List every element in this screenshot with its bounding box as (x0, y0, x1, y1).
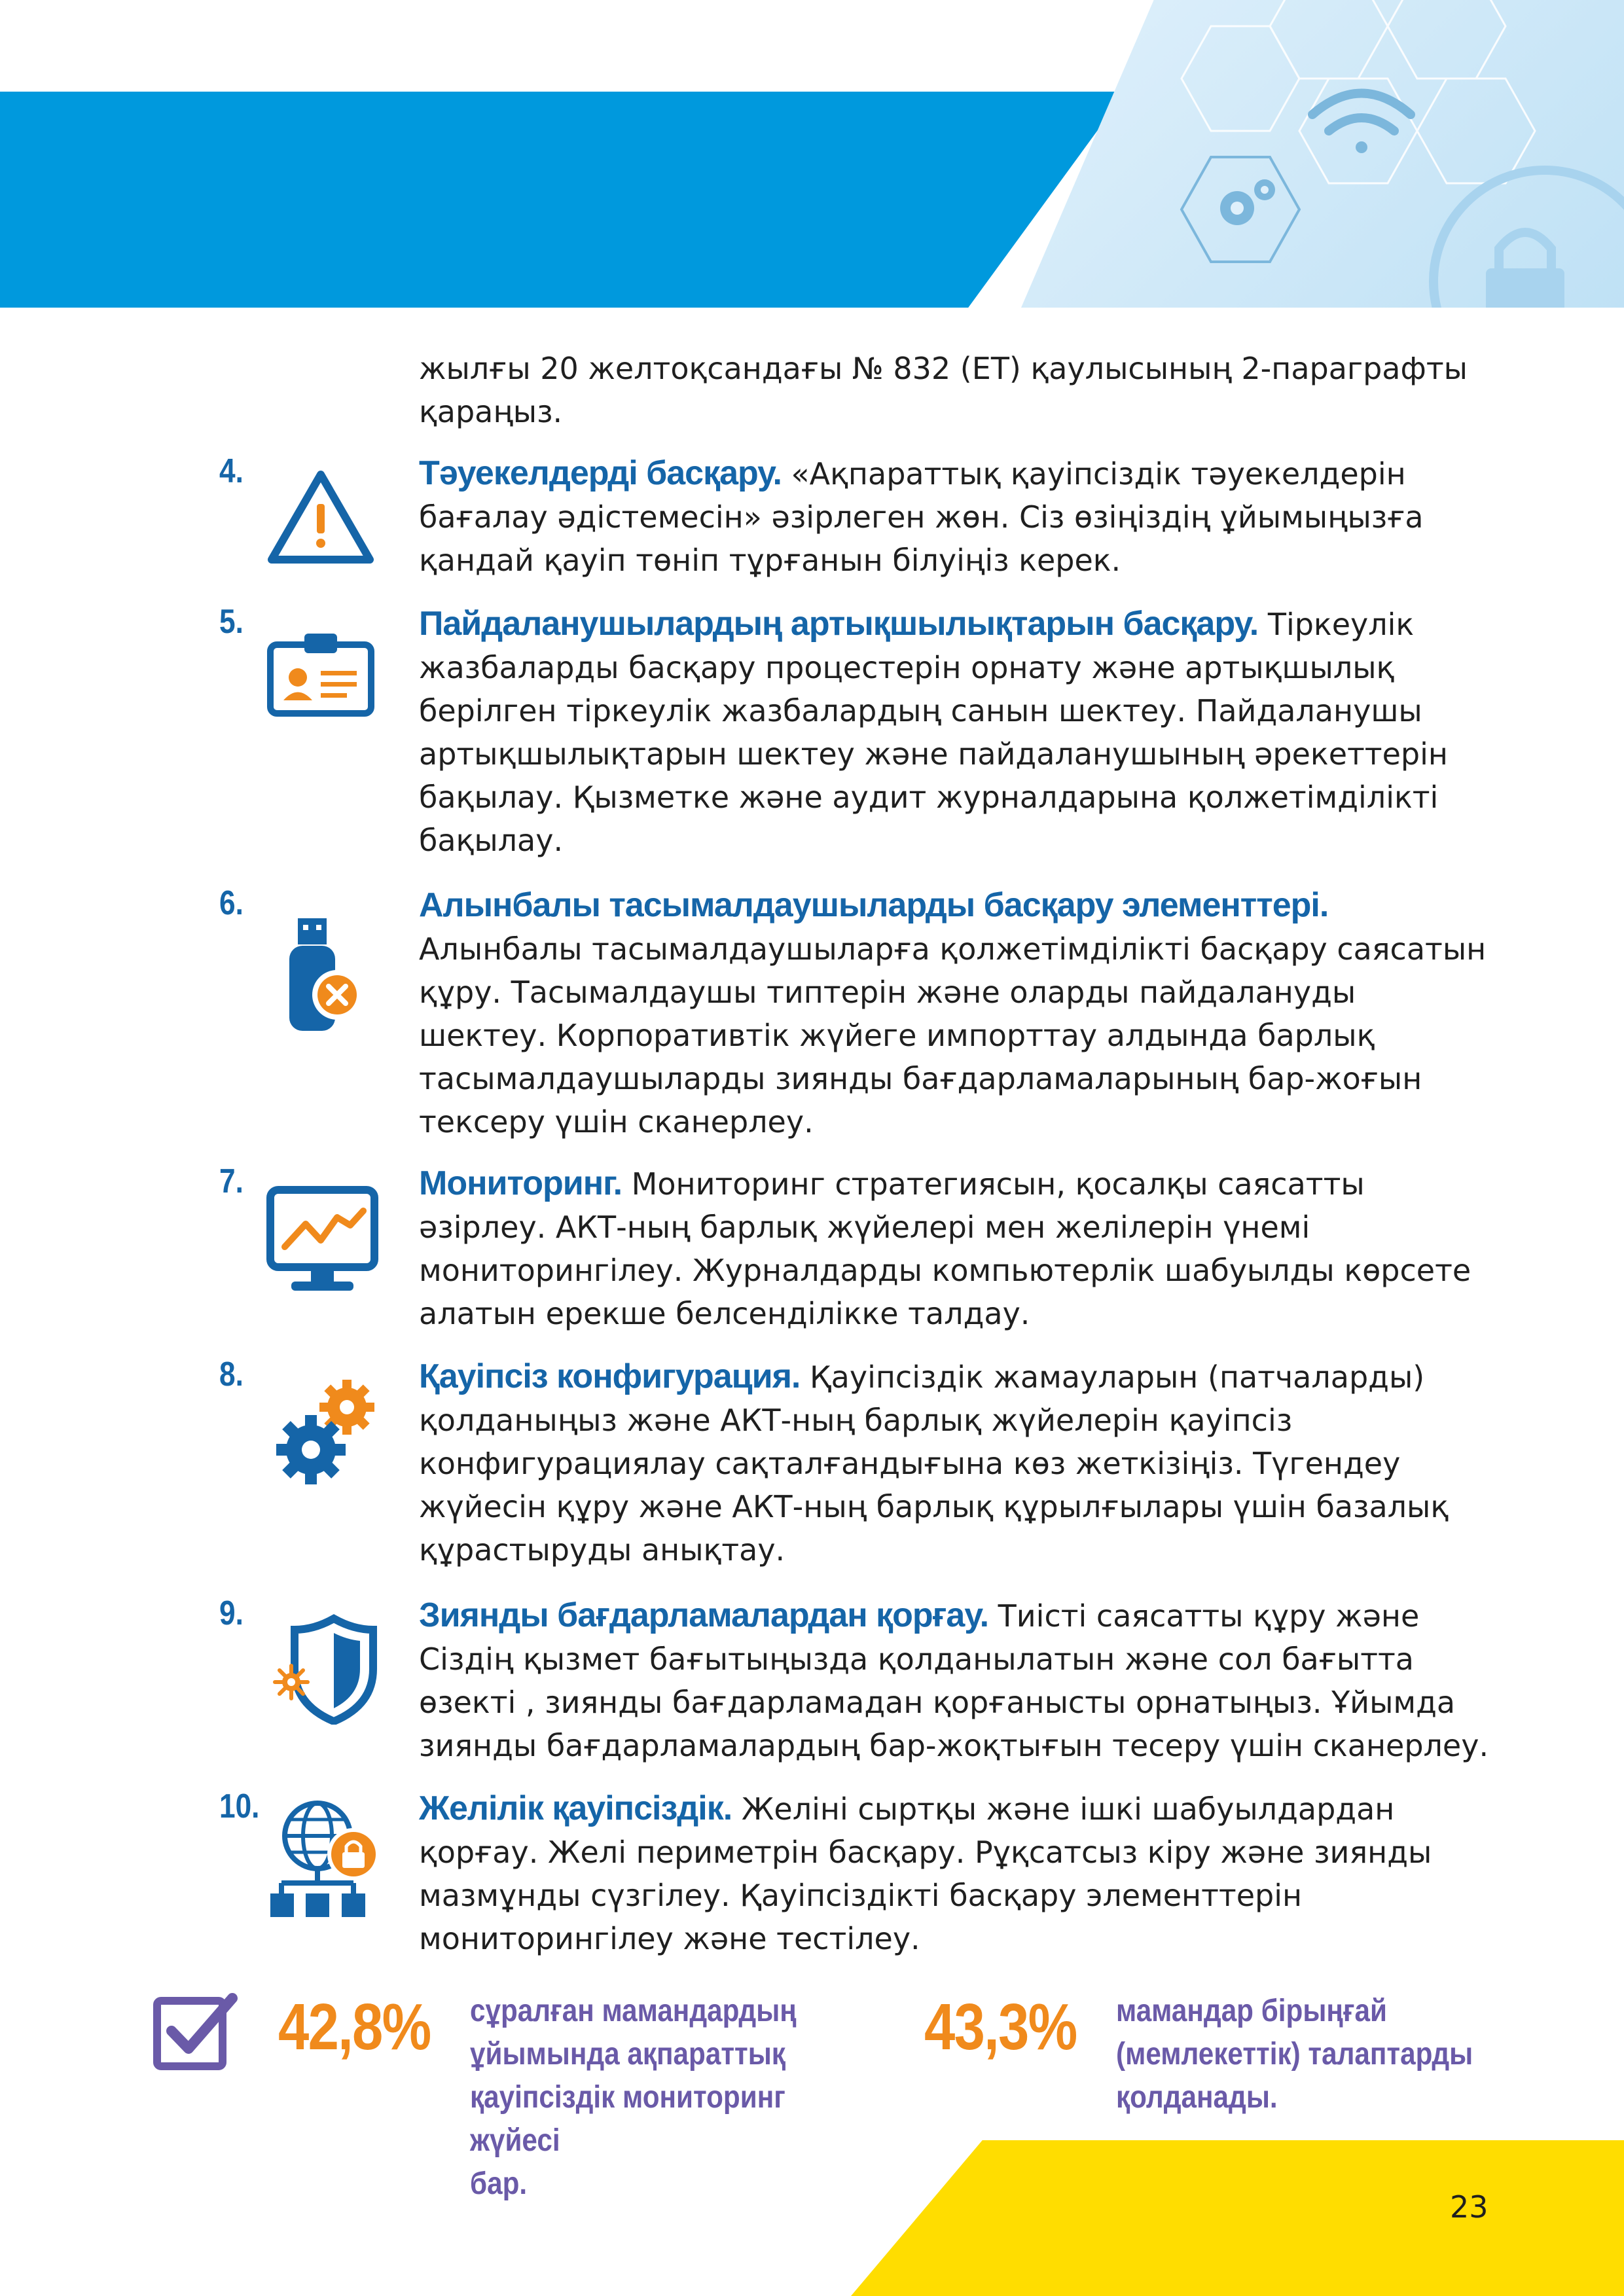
item-body: Тиісті саясатты құру және Сіздің қызмет бағытыңызда қолданылатын және сол бағытта өзекті , зиянды бағдарламадан қорғанысты орнатыңыз. Ұйымда зиянды бағдарламалардың бар-жоқтығын тесеру үшін сканерлеу. (419, 1598, 1489, 1763)
stat-description (470, 1990, 839, 2206)
item-body: Алынбалы тасымалдаушыларға қолжетімділікті басқару саясатын құру. Тасымалдаушы типтерін және оларды пайдалануды шектеу. Корпоративтік жүйеге импорттау алдында барлық тасымалдаушыларды зиянды бағдарламаларының бар-жоғын тексеру үшін сканерлеу. (419, 931, 1487, 1139)
item-title: Тәуекелдерді басқару. (419, 454, 782, 492)
stat-value: 42,8% (278, 1990, 431, 2064)
item-number: 10. (219, 1787, 260, 1825)
list-item (419, 1594, 1492, 1767)
stat-line: сұралған мамандардың (470, 1994, 797, 2028)
list-item (419, 884, 1492, 1143)
item-title: Зиянды бағдарламалардан қорғау. (419, 1596, 989, 1634)
stat-line: қауіпсіздік мониторинг жүйесі (470, 2080, 785, 2158)
gears-icon (275, 1374, 380, 1486)
item-title: Пайдаланушылардың артықшылықтарын басқару. (419, 605, 1259, 643)
stat-value: 43,3% (924, 1990, 1077, 2064)
item-body: Мониторинг стратегиясын, қосалқы саясатты әзірлеу. АКТ-ның барлық жүйелері мен желілерін үнемі мониторингілеу. Журналдарды компьютерлік шабуылды көрсете алатын ерекше белсенділікке талдау. (419, 1166, 1471, 1331)
list-item (419, 1355, 1492, 1571)
item-title: Мониторинг. (419, 1164, 623, 1202)
shield-virus-icon (265, 1613, 380, 1725)
stat-line: мамандар бірыңғай (1116, 1994, 1387, 2028)
tech-hexagon-icons (1021, 0, 1624, 308)
monitor-chart-icon (265, 1185, 380, 1296)
list-item (419, 1787, 1492, 1960)
stat-description (1116, 1990, 1473, 2119)
item-title: Қауіпсіз конфигурация. (419, 1357, 801, 1395)
page-number: 23 (1450, 2189, 1489, 2225)
gear-icon (1220, 179, 1275, 225)
item-body: Қауіпсіздік жамауларын (патчаларды) қолданыңыз және АКТ-ның барлық жүйелерін қауіпсіз конфигурациялау сақталғандығына көз жеткізіңіз. Түгендеу жүйесін құру және АКТ-ның барлық құрылғылары үшін базалық құрастыруды анықтау. (419, 1359, 1449, 1568)
item-number: 5. (219, 603, 244, 641)
item-title: Алынбалы тасымалдаушыларды басқару элементтері. (419, 886, 1329, 924)
list-item (419, 602, 1492, 862)
header-blue-banner (0, 92, 1126, 308)
stat-line: (мемлекеттік) талаптарды (1116, 2037, 1473, 2072)
list-item (419, 1162, 1492, 1335)
item-body: Желіні сыртқы және ішкі шабуылдардан қорғау. Желі периметрін басқару. Рұқсатсыз кіру және зиянды мазмұнды сүзгілеу. Қауіпсіздікті басқару элементтерін мониторингілеу және тестілеу. (419, 1791, 1432, 1956)
padlock-icon (1434, 170, 1624, 308)
id-badge-icon (265, 628, 376, 720)
network-lock-icon (265, 1797, 380, 1921)
usb-blocked-icon (281, 913, 367, 1037)
item-number: 8. (219, 1355, 244, 1393)
stat-line: қолданады. (1116, 2080, 1278, 2115)
item-body: Тіркеулік жазбаларды басқару процестерін орнату және артықшылық берілген тіркеулік жазбалардың санын шектеу. Пайдаланушы артықшылықтарын шектеу және пайдаланушының әрекеттерін бақылау. Қызметке және аудит журналдарына қолжетімділікті бақылау. (419, 607, 1448, 858)
item-number: 9. (219, 1594, 244, 1632)
wifi-icon (1312, 94, 1411, 154)
item-body: «Ақпараттық қауіпсіздік тәуекелдерін бағалау әдістемесін» әзірлеген жөн. Сіз өзіңіздің ұйымыңызға қандай қауіп төніп тұрғанын білуіңіз керек. (419, 456, 1424, 578)
footer-yellow-band (851, 2140, 1624, 2296)
item-number: 4. (219, 452, 244, 490)
item-number: 7. (219, 1162, 244, 1200)
stat-line: бар. (470, 2166, 528, 2201)
item-number: 6. (219, 884, 244, 922)
continued-paragraph: жылғы 20 желтоқсандағы № 832 (ЕТ) қаулысының 2-параграфты қараңыз. (419, 351, 1468, 429)
item-title: Желілік қауіпсіздік. (419, 1789, 732, 1827)
list-item (419, 452, 1492, 582)
warning-triangle-icon (265, 468, 376, 566)
checkbox-check-icon (151, 1986, 239, 2075)
stat-line: ұйымында ақпараттық (470, 2037, 785, 2072)
